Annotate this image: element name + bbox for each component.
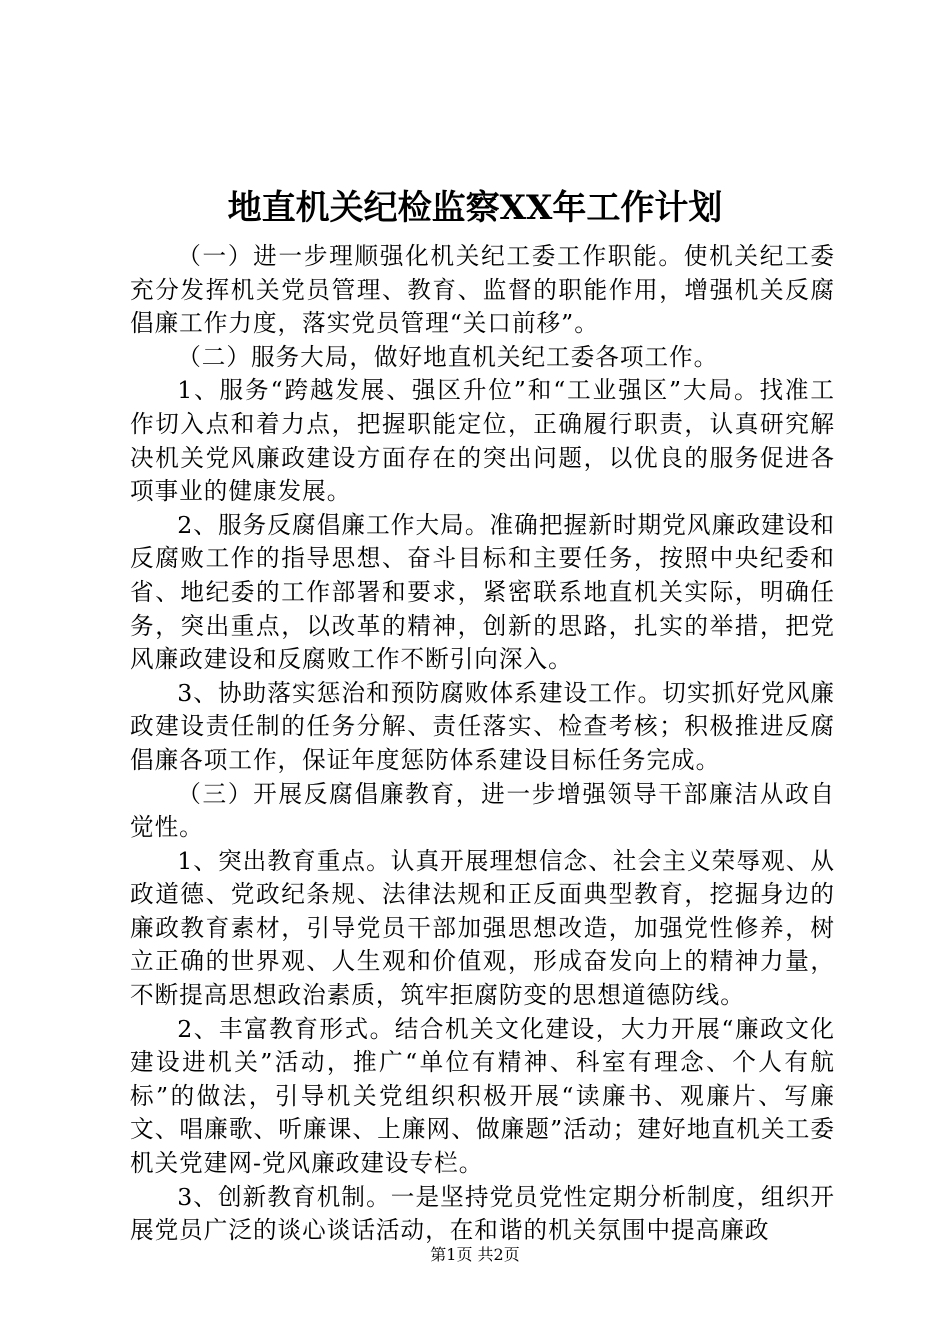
body-paragraph: （三）开展反腐倡廉教育，进一步增强领导干部廉洁从政自觉性。 — [130, 779, 835, 842]
body-paragraph: 3、协助落实惩治和预防腐败体系建设工作。切实抓好党风廉政建设责任制的任务分解、责任落实、检查考核；积极推进反腐倡廉各项工作，保证年度惩防体系建设目标任务完成。 — [130, 678, 835, 774]
body-paragraph: 2、丰富教育形式。结合机关文化建设，大力开展“廉政文化建设进机关”活动，推广“单位有精神、科室有理念、个人有航标”的做法，引导机关党组织积极开展“读廉书、观廉片、写廉文、唱廉歌、听廉课、上廉网、做廉题”活动；建好地直机关工委机关党建网-党风廉政建设专栏。 — [130, 1014, 835, 1178]
document-body — [130, 240, 835, 1248]
body-paragraph: 1、服务“跨越发展、强区升位”和“工业强区”大局。找准工作切入点和着力点，把握职能定位，正确履行职责，认真研究解决机关党风廉政建设方面存在的突出问题，以优良的服务促进各项事业的健康发展。 — [130, 376, 835, 506]
body-paragraph: 2、服务反腐倡廉工作大局。准确把握新时期党风廉政建设和反腐败工作的指导思想、奋斗目标和主要任务，按照中央纪委和省、地纪委的工作部署和要求，紧密联系地直机关实际，明确任务，突出重点，以改革的精神，创新的思路，扎实的举措，把党风廉政建设和反腐败工作不断引向深入。 — [130, 510, 835, 674]
page-title: 地直机关纪检监察XX年工作计划 — [227, 188, 723, 228]
body-paragraph: （一）进一步理顺强化机关纪工委工作职能。使机关纪工委充分发挥机关党员管理、教育、监督的职能作用，增强机关反腐倡廉工作力度，落实党员管理“关口前移”。 — [130, 242, 835, 338]
page-footer: 第1页 共2页 — [430, 1245, 520, 1264]
body-paragraph: （二）服务大局，做好地直机关纪工委各项工作。 — [177, 342, 719, 371]
body-paragraph: 1、突出教育重点。认真开展理想信念、社会主义荣辱观、从政道德、党政纪条规、法律法规和正反面典型教育，挖掘身边的廉政教育素材，引导党员干部加强思想改造，加强党性修养，树立正确的世界观、人生观和价值观，形成奋发向上的精神力量，不断提高思想政治素质，筑牢拒腐防变的思想道德防线。 — [130, 846, 835, 1010]
body-paragraph: 3、创新教育机制。一是坚持党员党性定期分析制度，组织开展党员广泛的谈心谈话活动，在和谐的机关氛围中提高廉政 — [130, 1182, 835, 1245]
